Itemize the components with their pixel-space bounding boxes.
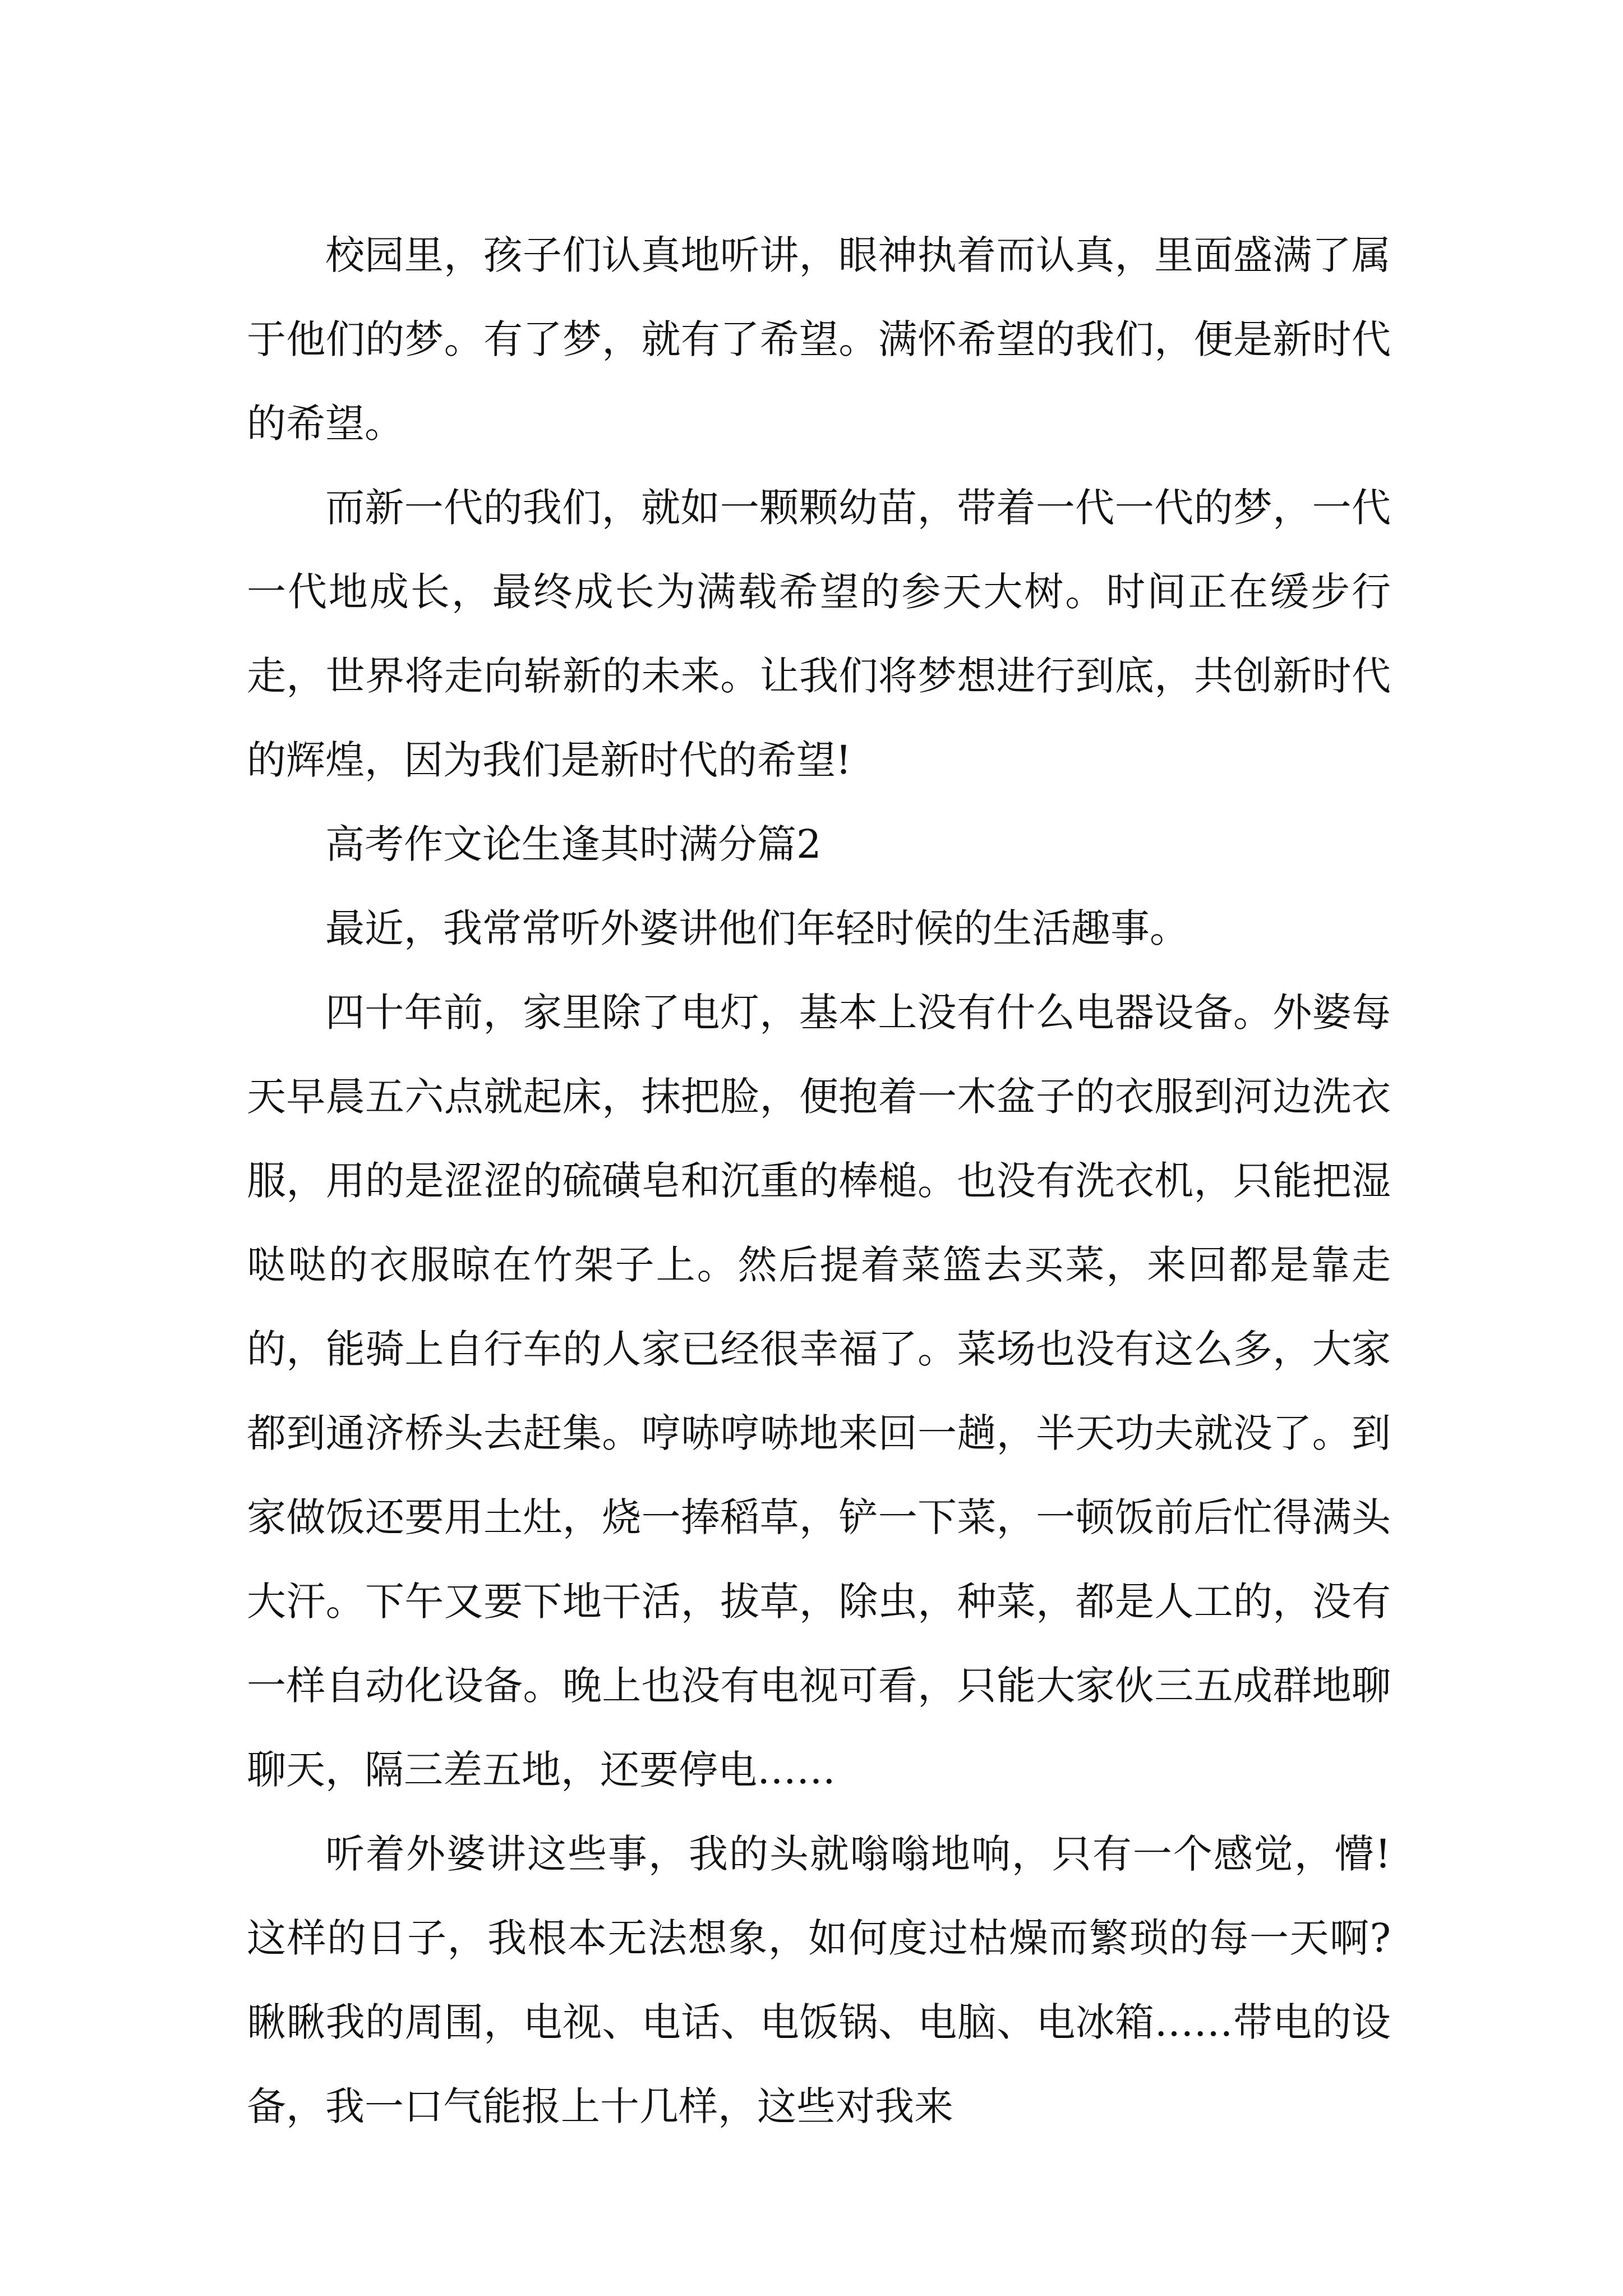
paragraph-forty-years-ago: 四十年前，家里除了电灯，基本上没有什么电器设备。外婆每天早晨五六点就起床，抹把脸，便抱着一木盆子的衣服到河边洗衣服，用的是涩涩的硫磺皂和沉重的棒槌。也没有洗衣机，只能把湿哒哒的衣服晾在竹架子上。然后提着菜篮去买菜，来回都是靠走的，能骑上自行车的人家已经很幸福了。菜场也没有这么多，大家都到通济桥头去赶集。哼哧哼哧地来回一趟，半天功夫就没了。到家做饭还要用土灶，烧一捧稻草，铲一下菜，一顿饭前后忙得满头大汗。下午又要下地干活，拔草，除虫，种菜，都是人工的，没有一样自动化设备。晚上也没有电视可看，只能大家伙三五成群地聊聊天，隔三差五地，还要停电…… <box>247 990 1391 1793</box>
paragraph-campus: 校园里，孩子们认真地听讲，眼神执着而认真，里面盛满了属于他们的梦。有了梦，就有了希望。满怀希望的我们，便是新时代的希望。 <box>247 232 1391 447</box>
essay-text <box>247 213 1391 2148</box>
paragraph-listening: 听着外婆讲这些事，我的头就嗡嗡地响，只有一个感觉，懵!这样的日子，我根本无法想象，如何度过枯燥而繁琐的每一天啊?瞅瞅我的周围，电视、电话、电饭锅、电脑、电冰箱……带电的设备，我一口气能报上十几样，这些对我来 <box>247 1831 1391 2129</box>
paragraph-new-generation: 而新一代的我们，就如一颗颗幼苗，带着一代一代的梦，一代一代地成长，最终成长为满载希望的参天大树。时间正在缓步行走，世界将走向崭新的未来。让我们将梦想进行到底，共创新时代的辉煌，因为我们是新时代的希望! <box>247 485 1391 783</box>
essay-heading: 高考作文论生逢其时满分篇2 <box>325 821 822 867</box>
paragraph-grandma-stories: 最近，我常常听外婆讲他们年轻时候的生活趣事。 <box>325 905 1189 951</box>
